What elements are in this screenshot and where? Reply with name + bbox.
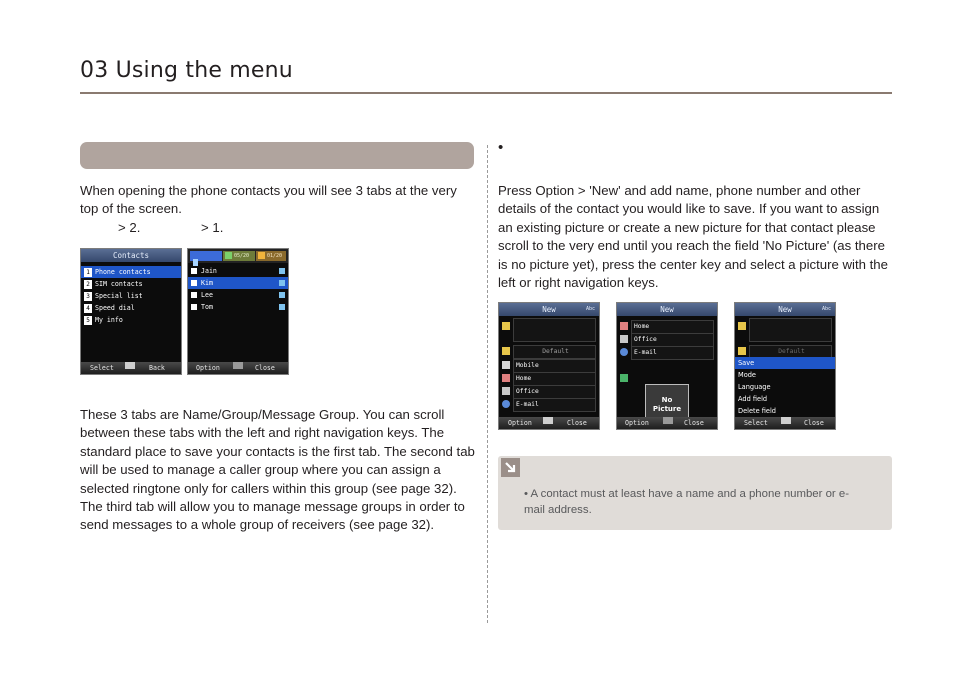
- name-tab: [190, 251, 222, 261]
- menu-item: Save: [735, 357, 835, 369]
- page-title: 03 Using the menu: [80, 58, 293, 83]
- bullet-mark: •: [498, 139, 504, 156]
- message-icon: [279, 292, 285, 298]
- menu-item: Language: [738, 383, 771, 391]
- screen-title: New Abc: [499, 303, 599, 316]
- menu-path-step-1: > 2.: [118, 220, 141, 235]
- menu-item: 2 SIM contacts: [81, 278, 181, 290]
- new-contact-paragraph: Press Option > 'New' and add name, phone number and other details of the contact you would like to save. If you want to assign an existing picture or create a new picture for that contact please scroll to the very end until you reach the field 'No Picture' (as there is no picture yet), press the center key and select a picture with the left or right navigation keys.: [498, 183, 888, 291]
- email-icon: [502, 400, 510, 408]
- office-icon: [620, 335, 628, 343]
- note-text: • A contact must at least have a name and a phone number or e-mail address.: [524, 488, 850, 517]
- email-icon: [620, 348, 628, 356]
- softkey-bar: Select Close: [735, 417, 835, 429]
- message-icon: [279, 268, 285, 274]
- tab-strip: [188, 249, 288, 263]
- menu-path-step-2: > 1.: [201, 220, 224, 235]
- mobile-icon: [502, 361, 510, 369]
- section-heading-bar: [80, 142, 474, 169]
- ok-key-icon: [781, 417, 791, 424]
- office-icon: [502, 387, 510, 395]
- contact-list-screenshot: [187, 248, 289, 375]
- home-icon: [620, 322, 628, 330]
- softkey-bar: Select Back: [81, 362, 181, 374]
- group-tab: 05/20: [223, 251, 255, 261]
- menu-item: 4 Speed dial: [81, 302, 181, 314]
- home-field: Home: [631, 320, 714, 334]
- screen-title: Contacts: [81, 249, 181, 262]
- title-divider: [80, 92, 892, 94]
- name-icon: [502, 322, 510, 330]
- contact-row: Jain: [188, 265, 288, 277]
- menu-item: Add field: [738, 395, 768, 403]
- screen-title: New Abc: [735, 303, 835, 316]
- note-arrow-icon: [501, 458, 520, 477]
- message-group-icon: [258, 252, 265, 259]
- tabs-explanation-paragraph: These 3 tabs are Name/Group/Message Group. You can scroll between these tabs with the left and right navigation keys. The standard place to save your contacts is the first tab. The second tab will be used to manage a caller group where you can assign a selected ringtone only for callers within this group (see page 32). The third tab will allow you to manage message groups in order to send messages to a whole group of receivers (see page 32).: [80, 407, 475, 533]
- ringtone-icon: [738, 347, 746, 355]
- office-field: Office: [513, 385, 596, 399]
- email-field: E-mail: [631, 346, 714, 360]
- message-icon: [279, 304, 285, 310]
- menu-item: 5 My info: [81, 314, 181, 326]
- menu-item: Delete field: [738, 407, 776, 415]
- no-picture-placeholder: No Picture: [645, 384, 689, 426]
- mobile-field: Mobile: [513, 359, 596, 373]
- menu-item: 1 Phone contacts: [81, 266, 181, 278]
- group-icon: [225, 252, 232, 259]
- message-group-tab: 01/20: [256, 251, 286, 261]
- name-field: [749, 318, 832, 342]
- contact-row: Lee: [188, 289, 288, 301]
- new-contact-screenshot: [498, 302, 600, 430]
- ok-key-icon: [125, 362, 135, 369]
- option-menu-screenshot: [734, 302, 836, 430]
- contacts-menu-screenshot: [80, 248, 182, 375]
- contact-row: Tom: [188, 301, 288, 313]
- softkey-bar: Option Close: [188, 362, 288, 374]
- email-field: E-mail: [513, 398, 596, 412]
- home-icon: [502, 374, 510, 382]
- menu-item: Mode: [738, 371, 756, 379]
- softkey-bar: Option Close: [617, 417, 717, 429]
- home-field: Home: [513, 372, 596, 386]
- picture-icon: [620, 374, 628, 382]
- column-divider: [487, 145, 488, 623]
- ok-key-icon: [543, 417, 553, 424]
- ringtone-selector: Default: [749, 345, 832, 359]
- screen-title: New: [617, 303, 717, 316]
- intro-paragraph: When opening the phone contacts you will see 3 tabs at the very top of the screen.: [80, 183, 457, 217]
- center-key-icon: [233, 362, 243, 369]
- ringtone-selector: Default: [513, 345, 596, 359]
- ringtone-icon: [502, 347, 510, 355]
- no-picture-screenshot: [616, 302, 718, 430]
- contact-row: Kim: [188, 277, 288, 289]
- name-field: [513, 318, 596, 342]
- name-icon: [738, 322, 746, 330]
- center-key-icon: [663, 417, 673, 424]
- menu-item: 3 Special list: [81, 290, 181, 302]
- message-icon: [279, 280, 285, 286]
- office-field: Office: [631, 333, 714, 347]
- softkey-bar: Option Close: [499, 417, 599, 429]
